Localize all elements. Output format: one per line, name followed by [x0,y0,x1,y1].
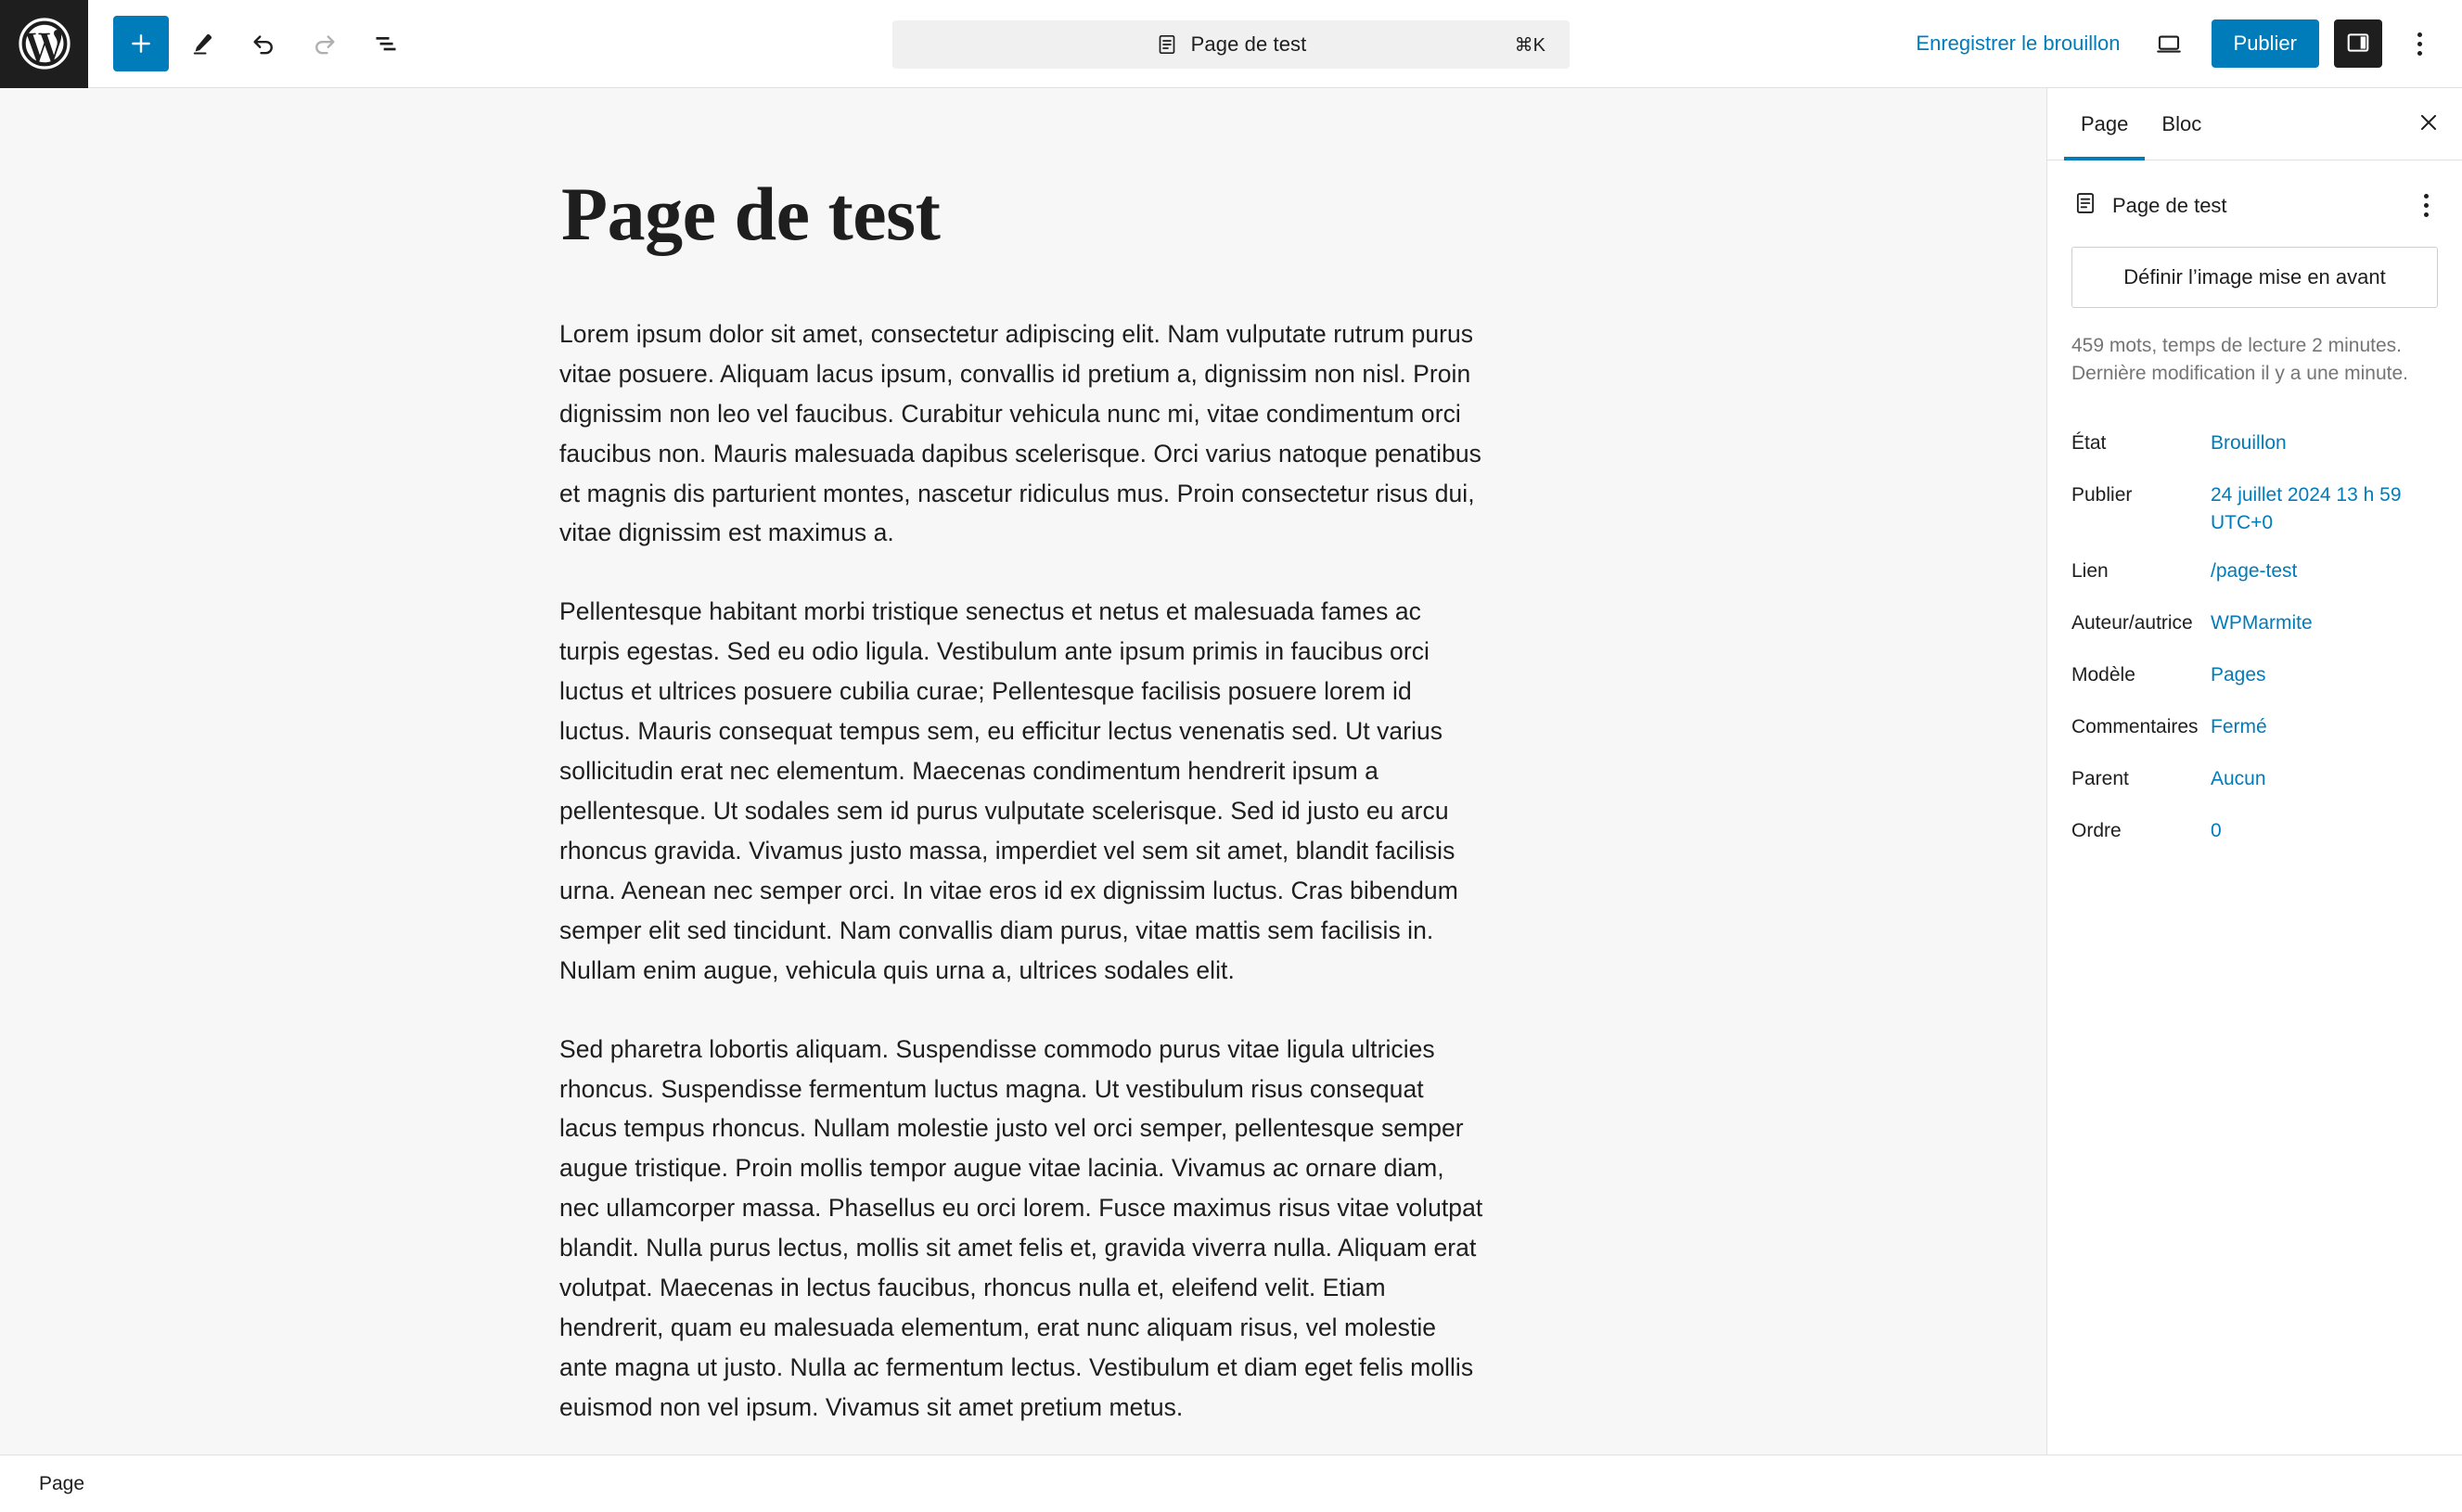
command-bar[interactable] [892,20,1570,69]
redo-arrow-icon [311,30,339,58]
tab-bloc[interactable]: Bloc [2145,88,2218,160]
paragraph-block[interactable]: Pellentesque habitant morbi tristique senectus et netus et malesuada fames ac turpis egestas. Sed eu odio ligula. Vestibulum ante ipsum primis in faucibus orci luctus et ultrices posuere cubilia curae; Pellentesque facilisis posuere lorem id luctus. Mauris consequat tempus sem, eu efficitur lectus venenatis sed. Ut varius sollicitudin erat nec elementum. Maecenas condimentum hendrerit ipsum a pellentesque. Ut sodales sem id purus vulputate scelerisque. Sed id justo eu arcu rhoncus gravida. Vivamus justo massa, imperdiet vel sem sit amet, blandit facilisis urna. Aenean nec semper orci. In vitae eros id ex dignissim luctus. Cras bibendum semper elit sed tincidunt. Nam convallis diam purus, vitae mattis sem facilisis in. Nullam enim augue, vehicula quis urna a, ultrices sodales elit. [559,597,1458,984]
list-view-icon [373,31,399,57]
setting-value[interactable]: 24 juillet 2024 13 h 59 UTC+0 [2211,483,2402,533]
paragraph-block[interactable]: Sed pharetra lobortis aliquam. Suspendisse commodo purus vitae ligula ultricies rhoncus. Suspendisse fermentum luctus magna. Ut vestibulum risus consequat lacus tempus rhoncus. Nullam molestie justo vel orci semper, pellentesque semper augue tristique. Proin mollis tempor augue vitae lacinia. Vivamus ac ornare diam, nec ullamcorper massa. Phasellus eu orci lorem. Fusce maximus risus vitae volutpat blandit. Nulla purus lectus, mollis sit amet felis et, gravida viverra nulla. Aliquam erat volutpat. Maecenas in lectus faucibus, rhoncus nulla et, eleifend velit. Etiam hendrerit, quam eu malesuada elementum, erat nunc aliquam risus, vel molestie ante magna ut justo. Nulla ac fermentum lectus. Vestibulum et diam eget felis mollis euismod non vel ipsum. Vivamus sit amet pretium metus. [559,1034,1483,1421]
setting-row-parent [2071,756,2438,808]
kebab-menu-icon [2424,194,2429,199]
tab-page[interactable]: Page [2064,88,2145,160]
paragraph-block[interactable]: Lorem ipsum dolor sit amet, consectetur adipiscing elit. Nam vulputate rutrum purus vitae posuere. Aliquam lacus ipsum, convallis id pretium a, dignissim non nisl. Proin dignissim non leo vel faucibus. Curabitur vehicula nunc mi, vitae condimentum orci faucibus non. Mauris malesuada dapibus scelerisque. Orci varius natoque penatibus et magnis dis parturient montes, nascetur ridiculus mus. Proin consectetur risus dui, vitae dignissim est maximus a. [559,319,1481,547]
header-left-tools [88,16,414,71]
page-title[interactable]: Page de test [561,172,941,256]
undo-button[interactable] [236,16,291,71]
command-bar-shortcut: ⌘K [1514,34,1545,56]
setting-label: Ordre [2071,819,2122,841]
last-modified-text: Dernière modification il y a une minute. [2071,363,2409,385]
setting-label: Lien [2071,559,2109,582]
setting-value[interactable]: Brouillon [2211,431,2287,454]
setting-row-order [2071,808,2438,860]
editor-body [0,88,2462,1454]
settings-sidebar [2046,88,2462,1454]
undo-arrow-icon [250,30,277,58]
set-featured-image-button[interactable]: Définir l’image mise en avant [2071,247,2438,308]
editor-canvas[interactable] [0,88,2046,1454]
desktop-preview-icon [2155,30,2183,58]
word-count-text: 459 mots, temps de lecture 2 minutes. [2071,335,2403,356]
save-draft-button[interactable]: Enregistrer le brouillon [1916,32,2121,55]
setting-label: Auteur/autrice [2071,611,2193,634]
setting-label: Modèle [2071,663,2135,686]
setting-value[interactable]: /page-test [2211,559,2298,582]
setting-value[interactable]: 0 [2211,819,2222,841]
document-stats [2071,332,2438,389]
setting-row-status [2071,420,2438,472]
sidebar-tabs [2047,88,2462,160]
setting-value[interactable]: WPMarmite [2211,611,2313,634]
edit-tool-button[interactable] [174,16,230,71]
editor-header [0,0,2462,88]
setting-label: Publier [2071,483,2133,506]
editor-options-menu[interactable] [2397,18,2442,70]
setting-row-publish [2071,472,2438,548]
plus-icon [129,32,153,56]
document-icon [2073,191,2097,220]
wordpress-logo-icon [17,16,72,71]
close-sidebar-button[interactable] [2403,98,2455,150]
redo-button[interactable] [297,16,353,71]
publish-button[interactable]: Publier [2212,19,2319,68]
preview-button[interactable] [2141,16,2197,71]
setting-label: Parent [2071,767,2129,789]
pencil-icon [189,31,215,57]
setting-row-comments [2071,704,2438,756]
document-options-menu[interactable] [2415,186,2438,224]
setting-row-template [2071,652,2438,704]
kebab-menu-icon [2417,32,2422,37]
setting-value[interactable]: Aucun [2211,767,2266,789]
page-settings-list [2071,420,2438,860]
header-right-tools [1910,16,2462,71]
command-bar-label: Page de test [1190,32,1307,56]
document-title: Page de test [2112,193,2227,217]
setting-label: État [2071,431,2107,454]
setting-row-link [2071,548,2438,600]
add-block-button[interactable] [113,16,169,71]
close-icon [2417,110,2441,137]
settings-sidebar-toggle[interactable] [2334,19,2382,68]
wordpress-logo-button[interactable] [0,0,88,88]
list-view-button[interactable] [358,16,414,71]
editor-footer [0,1454,2462,1512]
setting-label: Commentaires [2071,715,2199,737]
setting-row-author [2071,600,2438,652]
document-summary-row[interactable] [2071,181,2438,230]
sidebar-panel-icon [2345,30,2371,58]
sidebar-content [2047,160,2462,860]
setting-value[interactable]: Fermé [2211,715,2267,737]
document-icon [1156,33,1178,56]
breadcrumb[interactable]: Page [39,1472,85,1494]
setting-value[interactable]: Pages [2211,663,2266,686]
